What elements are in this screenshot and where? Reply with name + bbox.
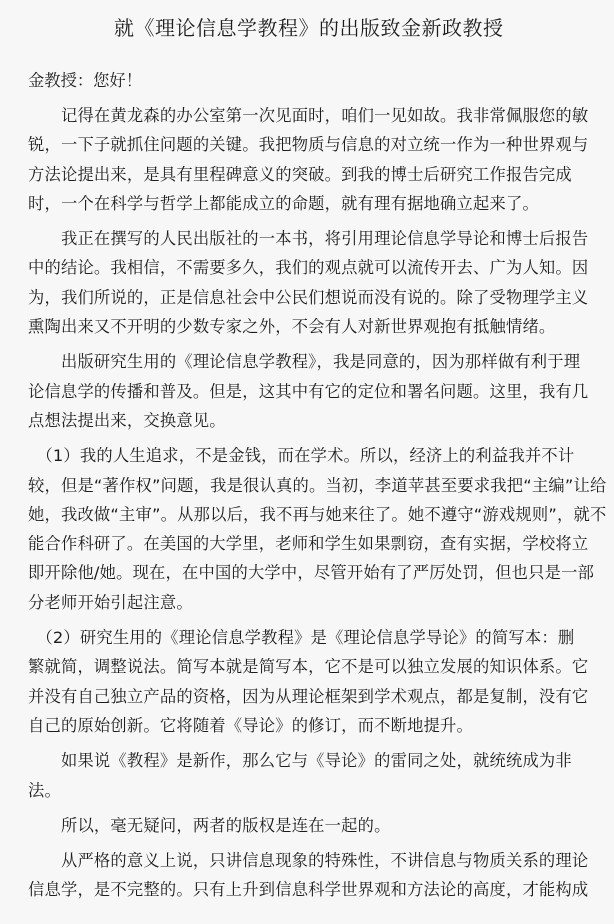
text-line: 她，我改做“主审”。从那以后，我不再与她来往了。她不遵守“游戏规则”，就不 (28, 504, 607, 524)
text-line: 我正在撰写的人民出版社的一本书，将引用理论信息学导论和博士后报告 (28, 229, 589, 249)
text-line: 信息学，是不完整的。只有上升到信息科学世界观和方法论的高度，才能构成 (28, 880, 589, 900)
text-line: 法。 (28, 780, 61, 800)
text-line: 并没有自己独立产品的资格，因为从理论框架到学术观点，都是复制，没有它 (28, 686, 589, 706)
text-line: 如果说《教程》是新作，那么它与《导论》的雷同之处，就统统成为非 (28, 751, 572, 771)
text-line: 方法论提出来，是具有里程碑意义的突破。到我的博士后研究工作报告完成 (28, 164, 572, 184)
text-line: 出版研究生用的《理论信息学教程》，我是同意的，因为那样做有利于理 (28, 352, 581, 372)
text-line: 自己的原始创新。它将随着《导论》的修订，而不断地提升。 (28, 715, 473, 735)
paragraph (28, 347, 589, 435)
text-line: 为，我们所说的，正是信息社会中公民们想说而没有说的。除了受物理学主义 (28, 287, 589, 307)
text-line: 记得在黄龙森的办公室第一次见面时，咱们一见如故。我非常佩服您的敏 (28, 106, 589, 125)
paragraph (28, 224, 589, 341)
paragraph (28, 811, 586, 840)
text-line: 即开除他/她。现在，在中国的大学中，尽管开始有了严厉处罚，但也只是一部 (28, 563, 595, 583)
text-line: 熏陶出来又不开明的少数专家之外，不会有人对新世界观抱有抵触情绪。 (28, 317, 556, 337)
text-line: 时，一个在科学与哲学上都能成立的命题，就有理有据地确立起来了。 (28, 193, 539, 213)
text-line: 所以，毫无疑问，两者的版权是连在一起的。 (28, 815, 391, 835)
text-line: 从严格的意义上说，只讲信息现象的特殊性，不讲信息与物质关系的理论 (28, 851, 589, 871)
paragraph (28, 746, 586, 805)
letter-title: 就《理论信息学教程》的出版致金新政教授 (114, 16, 504, 40)
paragraph (28, 101, 589, 218)
paragraph (28, 846, 589, 905)
text-line: 锐，一下子就抓住问题的关键。我把物质与信息的对立统一作为一种世界观与 (28, 135, 589, 155)
paragraph (28, 441, 607, 617)
text-line: 分老师开始引起注意。 (28, 592, 193, 612)
text-line: （1）我的人生追求，不是金钱，而在学术。所以，经济上的利益我并不计 (28, 446, 575, 466)
letter-body (28, 101, 607, 905)
paragraph (28, 623, 589, 740)
salutation: 金教授：您好！ (28, 71, 142, 90)
text-line: 较，但是“著作权”问题，我是很认真的。当初，李道苹甚至要求我把“主编”让给 (28, 475, 607, 495)
text-line: 论信息学的传播和普及。但是，这其中有它的定位和署名问题。这里，我有几 (28, 381, 589, 401)
text-line: 中的结论。我相信，不需要多久，我们的观点就可以流传开去、广为人知。因 (28, 258, 589, 278)
text-line: 能合作科研了。在美国的大学里，老师和学生如果剽窃，查有实据，学校将立 (28, 534, 589, 554)
text-line: 点想法提出来，交换意见。 (28, 410, 226, 430)
text-line: （2）研究生用的《理论信息学教程》是《理论信息学导论》的简写本：删 (28, 628, 575, 648)
text-line: 繁就简，调整说法。简写本就是简写本，它不是可以独立发展的知识体系。它 (28, 657, 589, 677)
